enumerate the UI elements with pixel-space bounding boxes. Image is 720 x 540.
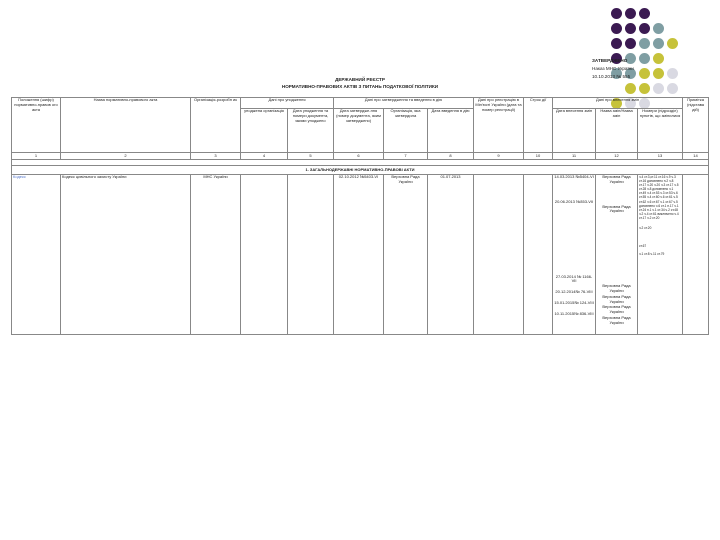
change-body: Верховна Рада України <box>602 203 631 214</box>
changed-points-text: ч.2 ст.20 <box>639 226 652 231</box>
column-number: 8 <box>428 153 474 160</box>
change-date: 20.12.2014№ 76-VIII <box>555 289 593 295</box>
column-number: 10 <box>524 153 553 160</box>
header-approval: Дані про затвердження та введення в дію <box>334 98 474 109</box>
column-number: 2 <box>61 153 191 160</box>
header-registration: Дані про реєстрацію в Мін'юсті України (дата та номер реєстрації) <box>474 98 524 153</box>
header-change-date: Дата внесення змін <box>553 109 596 153</box>
title-line-1: ДЕРЖАВНИЙ РЕЄСТР <box>335 77 385 82</box>
header-agreed-date: Дата уподження та номери документа, якими уподжено <box>288 109 334 153</box>
dot <box>639 38 650 49</box>
approval-order: Наказ МНС України <box>592 66 634 71</box>
dot <box>625 23 636 34</box>
change-body: Верховна Рада України <box>602 314 631 325</box>
column-number: 1 <box>12 153 61 160</box>
change-body: Верховна Рада України <box>602 304 631 315</box>
dot <box>653 53 664 64</box>
dot <box>639 23 650 34</box>
dot <box>625 8 636 19</box>
header-effective-date: Дата введення в дію <box>428 109 474 153</box>
column-number: 6 <box>334 153 384 160</box>
column-numbers-row <box>12 153 709 160</box>
column-number: 12 <box>596 153 638 160</box>
dot <box>625 38 636 49</box>
developer: МНС України <box>191 175 241 335</box>
change-body: Верховна Рада України <box>602 293 631 304</box>
registry-table <box>11 97 709 335</box>
change-bodies <box>596 175 638 335</box>
section-title: 1. ЗАГАЛЬНОДЕРЖАВНІ НОРМАТИВНО-ПРАВОВІ АКТИ <box>12 166 709 175</box>
header-agreed-org: уподжена організація <box>241 109 288 153</box>
change-date: 10.11.2015№ 836-VIII <box>554 310 594 316</box>
title-line-2: НОРМАТИВНО-ПРАВОВИХ АКТІВ З ПИТАНЬ ПОДАТКОВОЇ ПОЛІТИКИ <box>281 84 439 89</box>
header-developer: Організація-розробн ик <box>191 98 241 153</box>
changed-points-text: ст.67 <box>639 244 647 249</box>
changed-points-text: ч.4 ст.3,ст.11 ст.16 ч.9 ч.3 ст.16 доповнено п.2 ч.8 ст.17 ч.20 ч.20 ч.3 ст.17 ч.5 ст.28 ч.8 доповнено ч.1 ст.49 ч.4 ст.53 ч.3 ст.53 ч.6 ст.55 ч.4 ст.60 ч.6 ст.61 ч.5 ст.62 ч.6 ст.67 ч.1 ст.67 ч.5 доповнено ч.6 ст.1 п.17 ч.1 ст.24 п.1 ч.1 ст.34 ч.2 ст.48 ч.2 ч.4 ст.61 виключено ч.4 ст.17 ч.2 ст.20 <box>639 175 679 220</box>
header-code: Положення (шифр) нормативно-правов ого акта <box>12 98 61 153</box>
column-number: 9 <box>474 153 524 160</box>
change-date: 20.06.2013 №353-VII <box>554 198 594 204</box>
dot <box>653 23 664 34</box>
document-title <box>0 76 720 90</box>
dot <box>667 38 678 49</box>
dot <box>611 38 622 49</box>
effective-date-cell: 01.07.2013 <box>428 175 474 335</box>
code-link[interactable]: Кодекс <box>12 175 61 335</box>
change-date: 15.01.2015№ 124-VIII <box>554 299 594 305</box>
change-date: 14.03.2013 №5404-VI <box>554 174 594 179</box>
approval-date: 10.10.2013 № 555 <box>592 74 631 79</box>
change-body: Верховна Рада України <box>602 174 631 184</box>
header-change-name: Назва змін/Назва змін <box>596 109 638 153</box>
header-name: Назва нормативно-правового акта <box>61 98 191 153</box>
change-body: Верховна Рада України <box>602 283 631 293</box>
dot <box>611 8 622 19</box>
header-approval-date: Дата затвердже-ння (номер документа, яким затверджено) <box>334 109 384 153</box>
header-term: Строк дії <box>524 98 553 153</box>
dot <box>639 53 650 64</box>
dot <box>611 23 622 34</box>
dot <box>653 38 664 49</box>
changed-points-text: ч.1 ст.8 ч.11 ст.79 <box>639 252 665 257</box>
approval-line: ЗАТВЕРДЖЕНО <box>592 58 628 63</box>
column-number: 7 <box>384 153 428 160</box>
header-row <box>12 98 709 109</box>
header-approved-by: Організація, яка затвердила <box>384 109 428 153</box>
column-number: 3 <box>191 153 241 160</box>
column-number: 13 <box>638 153 683 160</box>
change-dates <box>553 175 596 335</box>
column-number: 5 <box>288 153 334 160</box>
dot <box>639 8 650 19</box>
column-number: 11 <box>553 153 596 160</box>
approved-by-cell: Верховна Рада України <box>384 175 428 335</box>
header-note: Примітка (підстава дій) <box>683 98 709 153</box>
act-name: Кодекс цивільного захисту України <box>61 175 191 335</box>
changed-points <box>638 175 683 335</box>
column-number: 14 <box>683 153 709 160</box>
change-date: 27.03.2014 № 1166-VII <box>555 273 593 284</box>
section-row <box>12 166 709 175</box>
header-change-points: Номери (підрозділ) пунктів, що змінилися <box>638 109 683 153</box>
approval-date-cell: 02.10.2012 №5403-VI <box>334 175 384 335</box>
column-number: 4 <box>241 153 288 160</box>
header-changes: Дані про внесення змін <box>553 98 683 109</box>
header-agreement: Дані про уподження <box>241 98 334 109</box>
table-row <box>12 175 709 335</box>
